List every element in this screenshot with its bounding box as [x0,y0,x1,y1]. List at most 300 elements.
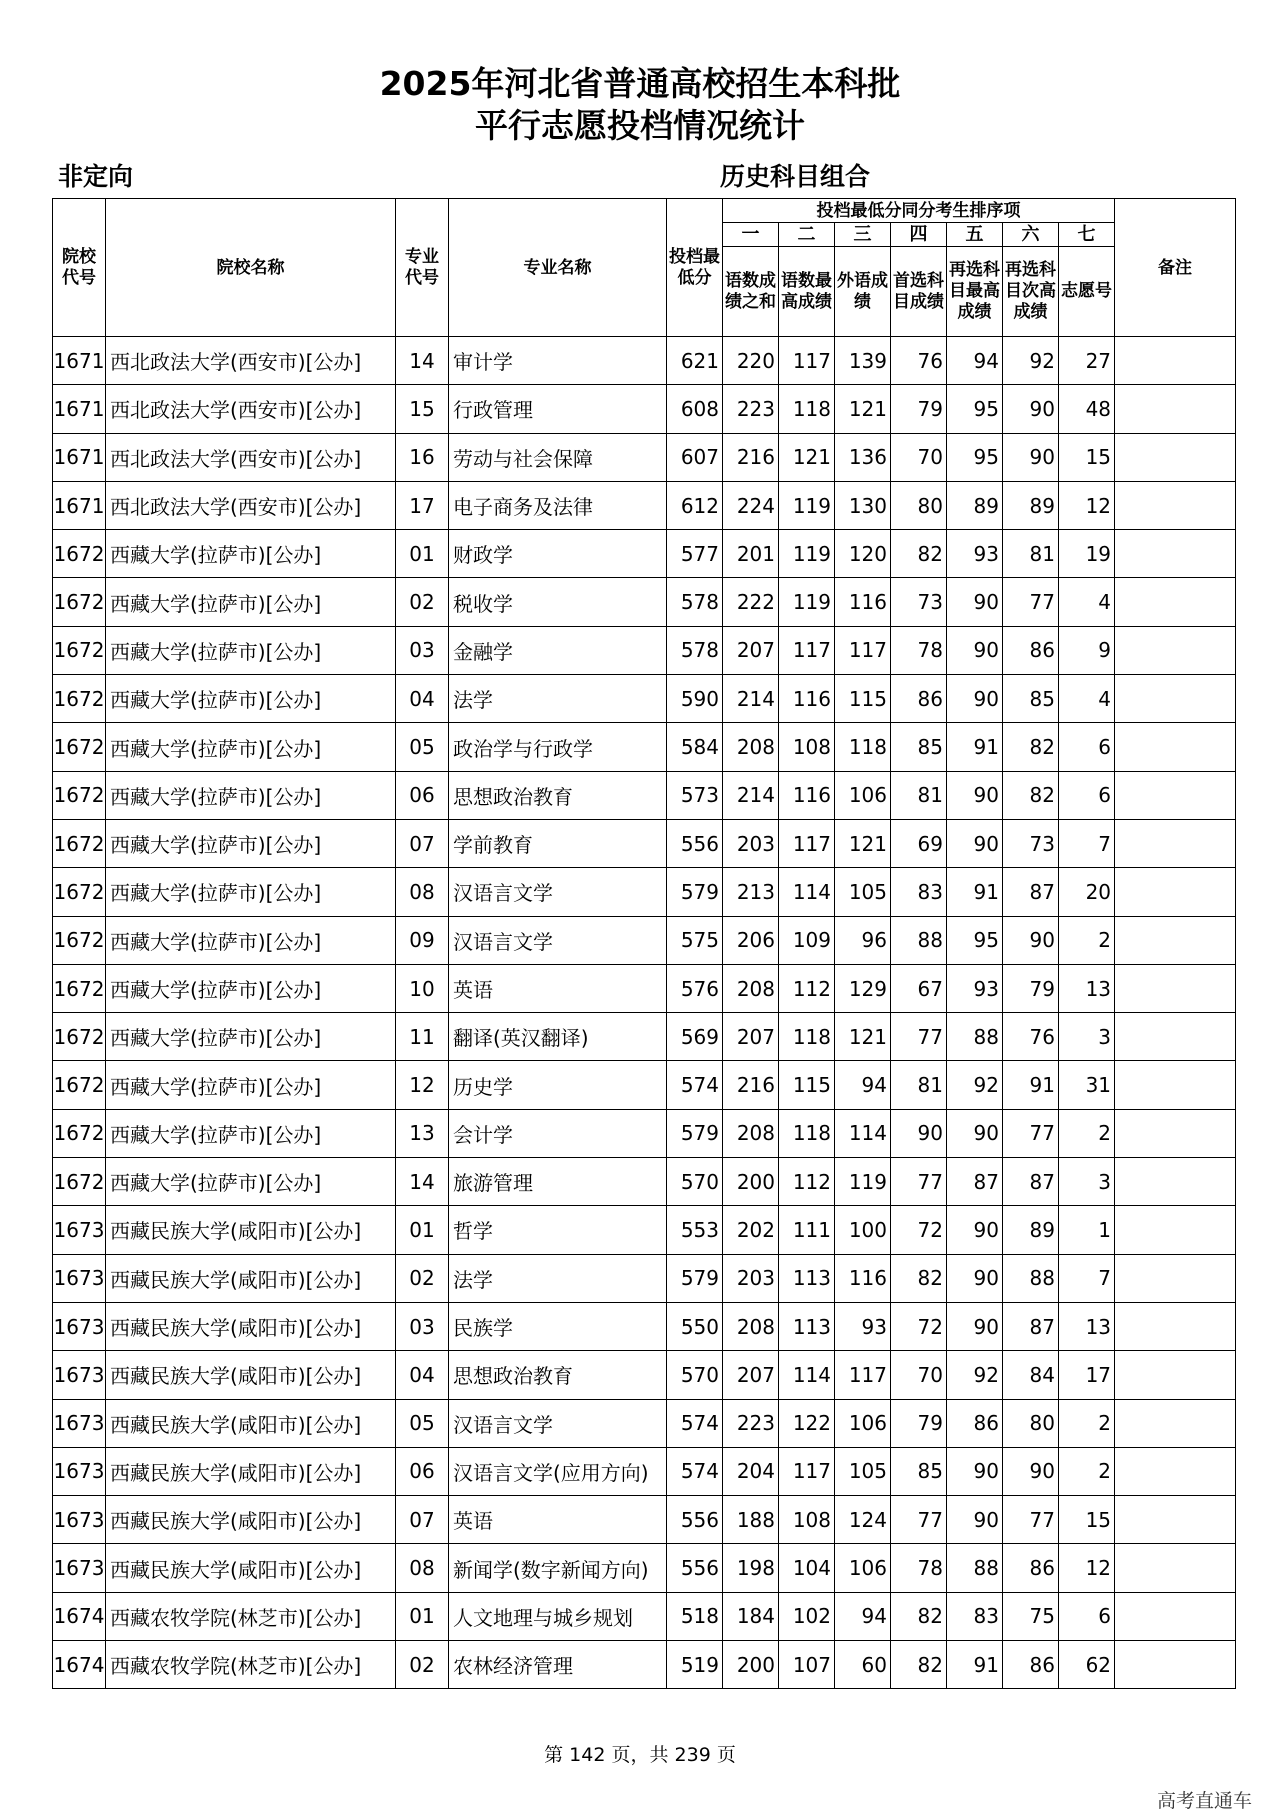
header-rank-num: 三 [835,223,891,247]
cell-rank-4: 72 [891,1302,947,1350]
cell-rank-2: 112 [779,964,835,1012]
table-row [53,723,1236,771]
cell-min-score: 577 [667,530,723,578]
cell-rank-6: 82 [1003,771,1059,819]
cell-major-code: 01 [396,1206,449,1254]
cell-major-name: 哲学 [449,1206,667,1254]
cell-rank-1: 223 [723,385,779,433]
cell-remarks [1115,626,1236,674]
cell-rank-6: 80 [1003,1399,1059,1447]
cell-rank-7: 15 [1059,433,1115,481]
cell-min-score: 579 [667,1109,723,1157]
cell-school-code: 1672 [53,964,106,1012]
header-min-score: 投档最低分 [667,199,723,337]
cell-remarks [1115,771,1236,819]
cell-rank-3: 116 [835,1254,891,1302]
cell-rank-7: 62 [1059,1641,1115,1689]
cell-major-name: 劳动与社会保障 [449,433,667,481]
subject-group-label: 历史科目组合 [720,162,871,191]
cell-school-code: 1672 [53,819,106,867]
cell-school-name: 西藏民族大学(咸阳市)[公办] [106,1399,396,1447]
cell-major-name: 汉语言文学(应用方向) [449,1447,667,1495]
cell-school-code: 1672 [53,1013,106,1061]
cell-remarks [1115,1641,1236,1689]
cell-major-name: 思想政治教育 [449,1351,667,1399]
cell-school-code: 1672 [53,1158,106,1206]
cell-remarks [1115,1544,1236,1592]
cell-remarks [1115,481,1236,529]
cell-major-code: 14 [396,337,449,385]
cell-rank-2: 114 [779,1351,835,1399]
table-row [53,530,1236,578]
cell-rank-2: 117 [779,337,835,385]
cell-min-score: 574 [667,1447,723,1495]
cell-rank-1: 204 [723,1447,779,1495]
cell-rank-7: 19 [1059,530,1115,578]
cell-rank-2: 109 [779,916,835,964]
cell-rank-6: 79 [1003,964,1059,1012]
cell-rank-3: 121 [835,819,891,867]
cell-major-code: 02 [396,1254,449,1302]
cell-rank-5: 83 [947,1592,1003,1640]
cell-rank-6: 90 [1003,916,1059,964]
cell-min-score: 579 [667,868,723,916]
cell-school-name: 西藏大学(拉萨市)[公办] [106,578,396,626]
cell-remarks [1115,1158,1236,1206]
cell-rank-1: 188 [723,1496,779,1544]
cell-min-score: 621 [667,337,723,385]
cell-rank-6: 89 [1003,1206,1059,1254]
cell-rank-4: 70 [891,1351,947,1399]
cell-min-score: 556 [667,1496,723,1544]
cell-rank-3: 117 [835,626,891,674]
cell-rank-7: 13 [1059,1302,1115,1350]
cell-rank-2: 115 [779,1061,835,1109]
cell-school-code: 1672 [53,578,106,626]
cell-rank-6: 77 [1003,1496,1059,1544]
cell-rank-7: 2 [1059,1399,1115,1447]
cell-rank-4: 81 [891,1061,947,1109]
cell-remarks [1115,916,1236,964]
header-rank-item: 志愿号 [1059,247,1115,337]
cell-major-code: 12 [396,1061,449,1109]
cell-school-name: 西藏大学(拉萨市)[公办] [106,819,396,867]
cell-school-code: 1672 [53,675,106,723]
cell-remarks [1115,1447,1236,1495]
cell-rank-4: 82 [891,1592,947,1640]
cell-school-code: 1674 [53,1592,106,1640]
cell-rank-4: 67 [891,964,947,1012]
cell-rank-5: 95 [947,916,1003,964]
cell-school-code: 1672 [53,530,106,578]
cell-min-score: 607 [667,433,723,481]
cell-major-name: 法学 [449,675,667,723]
cell-rank-1: 224 [723,481,779,529]
cell-rank-1: 198 [723,1544,779,1592]
cell-school-code: 1673 [53,1206,106,1254]
cell-major-name: 汉语言文学 [449,1399,667,1447]
cell-rank-1: 213 [723,868,779,916]
cell-min-score: 570 [667,1351,723,1399]
cell-rank-2: 113 [779,1302,835,1350]
cell-remarks [1115,1254,1236,1302]
cell-remarks [1115,337,1236,385]
table-row [53,578,1236,626]
cell-school-name: 西藏农牧学院(林芝市)[公办] [106,1592,396,1640]
cell-rank-7: 6 [1059,723,1115,771]
cell-school-code: 1673 [53,1496,106,1544]
table-row [53,964,1236,1012]
category-label: 非定向 [58,162,134,191]
cell-rank-1: 207 [723,1351,779,1399]
cell-min-score: 574 [667,1399,723,1447]
cell-rank-3: 136 [835,433,891,481]
cell-rank-5: 91 [947,868,1003,916]
cell-rank-1: 216 [723,433,779,481]
cell-rank-7: 17 [1059,1351,1115,1399]
cell-school-name: 西藏大学(拉萨市)[公办] [106,771,396,819]
cell-rank-5: 88 [947,1544,1003,1592]
cell-major-code: 07 [396,1496,449,1544]
cell-rank-4: 79 [891,385,947,433]
table-row [53,771,1236,819]
cell-school-code: 1672 [53,868,106,916]
page-subtitle: 平行志愿投档情况统计 [475,106,805,145]
cell-school-name: 西藏民族大学(咸阳市)[公办] [106,1447,396,1495]
cell-remarks [1115,1302,1236,1350]
table-row [53,675,1236,723]
cell-rank-4: 82 [891,1254,947,1302]
cell-rank-3: 120 [835,530,891,578]
cell-major-code: 03 [396,1302,449,1350]
cell-major-name: 政治学与行政学 [449,723,667,771]
cell-min-score: 578 [667,626,723,674]
table-row [53,1158,1236,1206]
cell-major-name: 翻译(英汉翻译) [449,1013,667,1061]
cell-major-name: 财政学 [449,530,667,578]
cell-major-code: 04 [396,1351,449,1399]
cell-rank-7: 31 [1059,1061,1115,1109]
cell-rank-3: 121 [835,1013,891,1061]
cell-rank-4: 70 [891,433,947,481]
cell-rank-2: 122 [779,1399,835,1447]
cell-remarks [1115,1592,1236,1640]
cell-rank-5: 90 [947,578,1003,626]
cell-major-code: 01 [396,1592,449,1640]
cell-rank-3: 106 [835,1399,891,1447]
cell-rank-2: 119 [779,481,835,529]
cell-rank-3: 94 [835,1592,891,1640]
cell-rank-6: 87 [1003,868,1059,916]
cell-school-code: 1672 [53,723,106,771]
cell-min-score: 576 [667,964,723,1012]
cell-school-name: 西藏大学(拉萨市)[公办] [106,1061,396,1109]
cell-rank-2: 119 [779,530,835,578]
cell-rank-2: 118 [779,1013,835,1061]
cell-rank-7: 27 [1059,337,1115,385]
admission-table [52,198,1236,1689]
cell-remarks [1115,433,1236,481]
cell-rank-4: 78 [891,626,947,674]
cell-rank-1: 207 [723,1013,779,1061]
cell-remarks [1115,819,1236,867]
cell-school-code: 1673 [53,1447,106,1495]
header-rank-item: 外语成绩 [835,247,891,337]
table-row [53,626,1236,674]
header-school-code: 院校代号 [53,199,106,337]
cell-major-name: 农林经济管理 [449,1641,667,1689]
cell-rank-7: 15 [1059,1496,1115,1544]
cell-school-name: 西藏大学(拉萨市)[公办] [106,916,396,964]
cell-major-name: 学前教育 [449,819,667,867]
cell-rank-3: 96 [835,916,891,964]
cell-school-name: 西藏大学(拉萨市)[公办] [106,1158,396,1206]
cell-rank-3: 106 [835,1544,891,1592]
cell-school-name: 西藏民族大学(咸阳市)[公办] [106,1206,396,1254]
cell-min-score: 612 [667,481,723,529]
cell-min-score: 518 [667,1592,723,1640]
cell-rank-4: 82 [891,1641,947,1689]
table-row [53,868,1236,916]
table-row [53,1013,1236,1061]
cell-rank-6: 86 [1003,1641,1059,1689]
table-row [53,1592,1236,1640]
header-rank-num: 六 [1003,223,1059,247]
cell-major-name: 旅游管理 [449,1158,667,1206]
cell-remarks [1115,530,1236,578]
cell-rank-5: 90 [947,771,1003,819]
cell-rank-3: 117 [835,1351,891,1399]
cell-rank-6: 88 [1003,1254,1059,1302]
cell-major-code: 15 [396,385,449,433]
table-row [53,916,1236,964]
cell-major-name: 英语 [449,1496,667,1544]
cell-rank-3: 105 [835,1447,891,1495]
cell-remarks [1115,964,1236,1012]
cell-min-score: 519 [667,1641,723,1689]
cell-rank-4: 82 [891,530,947,578]
header-school-name: 院校名称 [106,199,396,337]
cell-rank-7: 4 [1059,675,1115,723]
cell-school-name: 西藏民族大学(咸阳市)[公办] [106,1254,396,1302]
cell-rank-6: 86 [1003,626,1059,674]
header-remarks: 备注 [1115,199,1236,337]
cell-rank-6: 91 [1003,1061,1059,1109]
cell-major-code: 05 [396,1399,449,1447]
cell-min-score: 573 [667,771,723,819]
cell-school-code: 1672 [53,1109,106,1157]
cell-rank-1: 184 [723,1592,779,1640]
cell-major-code: 08 [396,868,449,916]
cell-min-score: 590 [667,675,723,723]
page-title: 2025年河北省普通高校招生本科批 [379,64,901,103]
cell-major-code: 07 [396,819,449,867]
cell-rank-6: 90 [1003,1447,1059,1495]
cell-school-name: 西藏大学(拉萨市)[公办] [106,868,396,916]
cell-rank-6: 76 [1003,1013,1059,1061]
cell-rank-3: 119 [835,1158,891,1206]
cell-major-code: 08 [396,1544,449,1592]
cell-rank-2: 117 [779,626,835,674]
cell-rank-2: 116 [779,771,835,819]
cell-rank-1: 203 [723,1254,779,1302]
cell-min-score: 579 [667,1254,723,1302]
cell-major-code: 06 [396,771,449,819]
cell-rank-1: 201 [723,530,779,578]
cell-school-name: 西藏大学(拉萨市)[公办] [106,1013,396,1061]
cell-rank-6: 81 [1003,530,1059,578]
cell-rank-4: 88 [891,916,947,964]
cell-rank-3: 100 [835,1206,891,1254]
cell-rank-1: 200 [723,1641,779,1689]
cell-school-name: 西藏大学(拉萨市)[公办] [106,675,396,723]
cell-rank-6: 87 [1003,1302,1059,1350]
cell-rank-3: 121 [835,385,891,433]
cell-rank-1: 207 [723,626,779,674]
cell-rank-5: 88 [947,1013,1003,1061]
cell-major-code: 10 [396,964,449,1012]
cell-major-name: 民族学 [449,1302,667,1350]
cell-rank-2: 108 [779,1496,835,1544]
cell-rank-1: 222 [723,578,779,626]
table-row [53,1254,1236,1302]
cell-rank-5: 90 [947,1447,1003,1495]
cell-major-code: 11 [396,1013,449,1061]
cell-rank-3: 93 [835,1302,891,1350]
cell-major-name: 法学 [449,1254,667,1302]
cell-major-code: 13 [396,1109,449,1157]
cell-rank-5: 93 [947,964,1003,1012]
cell-rank-5: 95 [947,385,1003,433]
cell-rank-7: 3 [1059,1158,1115,1206]
cell-rank-1: 203 [723,819,779,867]
cell-school-code: 1672 [53,1061,106,1109]
table-row [53,1351,1236,1399]
cell-rank-5: 89 [947,481,1003,529]
cell-remarks [1115,1351,1236,1399]
cell-rank-2: 116 [779,675,835,723]
cell-major-name: 审计学 [449,337,667,385]
cell-rank-2: 118 [779,385,835,433]
cell-rank-1: 220 [723,337,779,385]
cell-major-code: 16 [396,433,449,481]
cell-rank-2: 107 [779,1641,835,1689]
cell-rank-1: 208 [723,1109,779,1157]
cell-major-name: 历史学 [449,1061,667,1109]
cell-school-name: 西藏民族大学(咸阳市)[公办] [106,1351,396,1399]
cell-school-code: 1671 [53,481,106,529]
cell-rank-7: 20 [1059,868,1115,916]
cell-rank-3: 105 [835,868,891,916]
cell-rank-5: 91 [947,723,1003,771]
cell-rank-6: 89 [1003,481,1059,529]
cell-school-code: 1671 [53,433,106,481]
cell-rank-3: 114 [835,1109,891,1157]
cell-remarks [1115,1061,1236,1109]
cell-rank-2: 113 [779,1254,835,1302]
table-row [53,1399,1236,1447]
cell-rank-2: 108 [779,723,835,771]
table-row [53,385,1236,433]
cell-rank-7: 7 [1059,1254,1115,1302]
cell-rank-3: 116 [835,578,891,626]
cell-rank-4: 77 [891,1496,947,1544]
table-row [53,1544,1236,1592]
cell-rank-7: 12 [1059,1544,1115,1592]
cell-min-score: 550 [667,1302,723,1350]
cell-major-code: 02 [396,1641,449,1689]
cell-rank-7: 2 [1059,1447,1115,1495]
cell-school-code: 1673 [53,1351,106,1399]
cell-major-name: 税收学 [449,578,667,626]
cell-major-name: 人文地理与城乡规划 [449,1592,667,1640]
header-rank-item: 再选科目次高成绩 [1003,247,1059,337]
cell-rank-7: 2 [1059,916,1115,964]
cell-school-name: 西藏农牧学院(林芝市)[公办] [106,1641,396,1689]
cell-major-code: 02 [396,578,449,626]
cell-min-score: 574 [667,1061,723,1109]
cell-rank-5: 90 [947,1254,1003,1302]
cell-school-name: 西藏民族大学(咸阳市)[公办] [106,1496,396,1544]
cell-rank-2: 112 [779,1158,835,1206]
cell-rank-3: 60 [835,1641,891,1689]
cell-major-name: 汉语言文学 [449,916,667,964]
cell-major-code: 05 [396,723,449,771]
cell-rank-6: 90 [1003,385,1059,433]
cell-rank-3: 94 [835,1061,891,1109]
cell-rank-1: 208 [723,964,779,1012]
cell-major-code: 03 [396,626,449,674]
cell-school-name: 西北政法大学(西安市)[公办] [106,385,396,433]
header-rank-num: 一 [723,223,779,247]
cell-min-score: 608 [667,385,723,433]
cell-rank-5: 92 [947,1351,1003,1399]
cell-school-code: 1674 [53,1641,106,1689]
cell-rank-6: 84 [1003,1351,1059,1399]
cell-rank-4: 78 [891,1544,947,1592]
cell-rank-4: 76 [891,337,947,385]
table-row [53,1109,1236,1157]
cell-rank-5: 90 [947,1302,1003,1350]
cell-rank-7: 12 [1059,481,1115,529]
cell-rank-1: 200 [723,1158,779,1206]
cell-min-score: 556 [667,819,723,867]
cell-rank-5: 90 [947,1496,1003,1544]
cell-rank-7: 7 [1059,819,1115,867]
cell-rank-4: 83 [891,868,947,916]
cell-rank-7: 9 [1059,626,1115,674]
cell-major-name: 思想政治教育 [449,771,667,819]
header-rank-item: 再选科目最高成绩 [947,247,1003,337]
header-rank-num: 七 [1059,223,1115,247]
cell-rank-4: 69 [891,819,947,867]
page-number: 第 142 页，共 239 页 [544,1744,736,1766]
cell-major-name: 电子商务及法律 [449,481,667,529]
cell-school-code: 1671 [53,385,106,433]
cell-min-score: 569 [667,1013,723,1061]
header-major-name: 专业名称 [449,199,667,337]
cell-rank-6: 77 [1003,1109,1059,1157]
header-rank-item: 首选科目成绩 [891,247,947,337]
cell-min-score: 570 [667,1158,723,1206]
cell-remarks [1115,868,1236,916]
cell-rank-6: 90 [1003,433,1059,481]
cell-rank-5: 92 [947,1061,1003,1109]
cell-major-code: 06 [396,1447,449,1495]
cell-school-code: 1673 [53,1399,106,1447]
cell-rank-3: 124 [835,1496,891,1544]
header-tie-group: 投档最低分同分考生排序项 [723,199,1115,223]
